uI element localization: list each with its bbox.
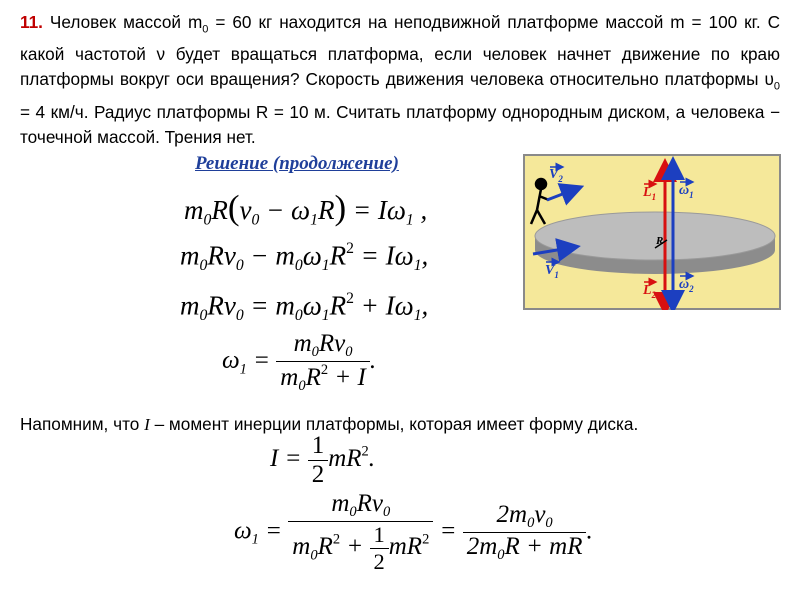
label-v1: $V_1$ bbox=[545, 263, 559, 280]
label-l1: $L_1$ bbox=[643, 185, 657, 202]
equation-omega-final: $\omega_1$ = $m_0Rv_0$ $m_0R^2$ + $\frac{1}{2}$ $mR^2$ = $\frac{2m_0v_0}{2m_0R + mR}$ . bbox=[234, 490, 593, 575]
label-omega1: $\omega_1$ bbox=[679, 183, 694, 200]
fraction: $m_0Rv_0$ $m_0R^2$ + $\frac{1}{2}$ $mR^2$ bbox=[288, 490, 433, 575]
disk-top bbox=[535, 212, 775, 260]
problem-number: 11. bbox=[20, 12, 43, 32]
solution-title: Решение (продолжение) bbox=[195, 153, 399, 174]
label-l2: $L_2$ bbox=[643, 283, 657, 300]
equation-3: $m_0Rv_0 = m_0\omega_1R^2 + I\omega_1$, bbox=[180, 290, 429, 325]
fraction: $\frac{2m_0v_0}{2m_0R + mR}$ bbox=[463, 501, 587, 564]
fraction: $\frac{m_0Rv_0}{m_0R^2 + I}$ bbox=[276, 330, 370, 395]
equation-4: $\omega_1$ = $\frac{m_0Rv_0}{m_0R^2 + I}$ . bbox=[222, 330, 377, 394]
problem-statement: 11. Человек массой $m_0 = 60$ кг находится на неподвижной платформе массой m = 100 кг. С какой частотой ν будет вращаться платформа, если человек начнет движение по краю платформы вокруг оси вращения? Скорость движения человека относительно платформы $\upsilon_0 = 4$ км/ч. Радиус платформы R = 10 м. Считать платформу однородным диском, а человека − точечной массой. Трения нет. bbox=[20, 12, 780, 147]
equation-2: $m_0Rv_0 - m_0\omega_1R^2 = I\omega_1$, bbox=[180, 240, 429, 275]
label-v2: $V_2$ bbox=[549, 167, 563, 184]
equation-inertia: I = $\frac{1}{2}$ $mR^2$. bbox=[270, 432, 376, 488]
rotating-platform-diagram bbox=[523, 154, 781, 310]
reminder-text: Напомним, что I – момент инерции платформы, которая имеет форму диска. bbox=[20, 414, 639, 434]
equation-1: $m_0R(v_0 - \omega_1R) = I\omega_1$ , bbox=[184, 188, 428, 229]
label-omega2: $\omega_2$ bbox=[679, 277, 694, 294]
label-radius: R bbox=[656, 235, 664, 247]
